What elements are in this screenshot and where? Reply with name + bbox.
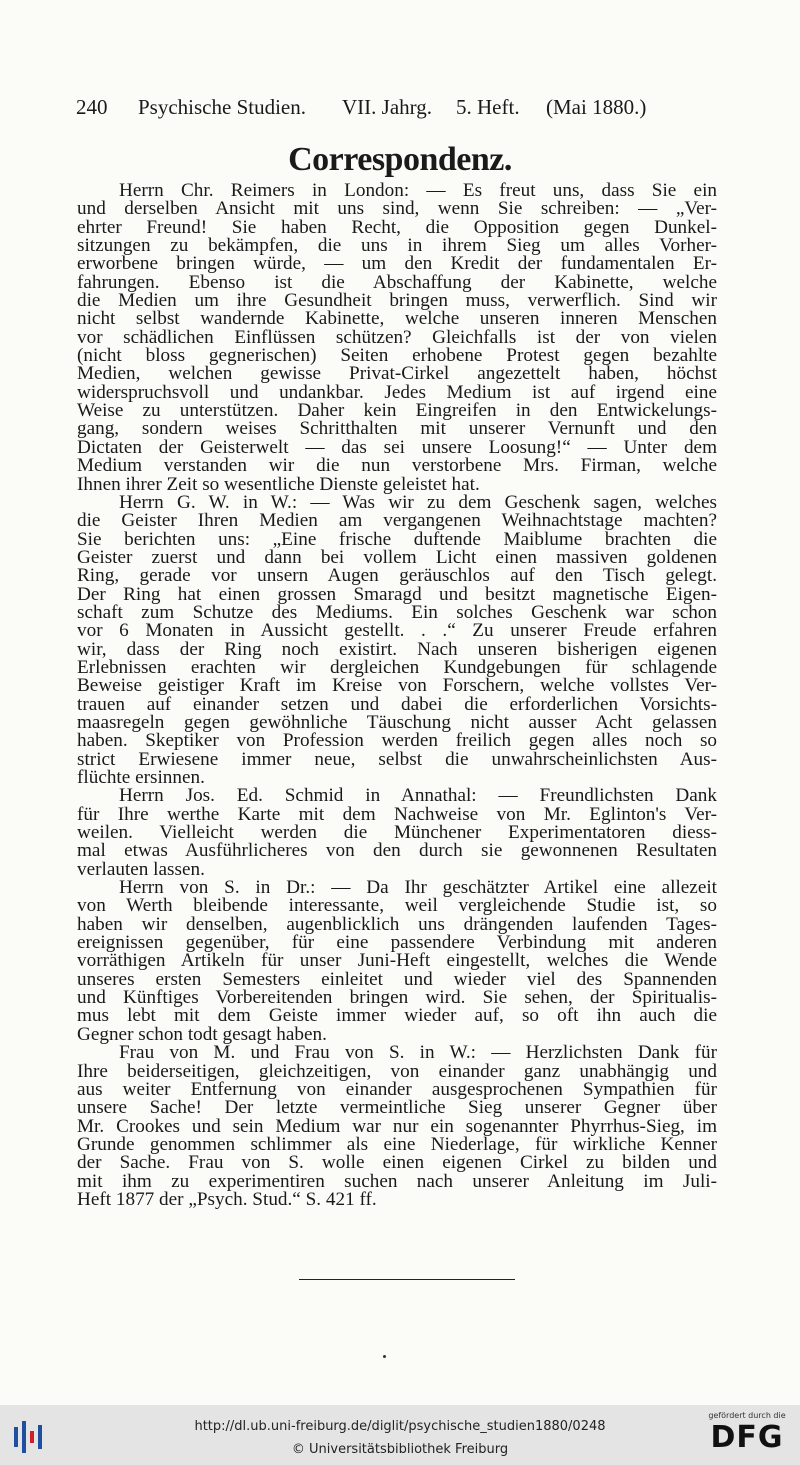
text-line: Heft 1877 der „Psych. Stud.“ S. 421 ff.: [77, 1188, 377, 1210]
text-line: haben. Skeptiker von Profession werden freilich gegen alles noch so: [77, 730, 717, 752]
text-line: ereignissen gegenüber, für eine passendere Verbindung mit anderen: [77, 932, 717, 954]
text-line: fahrungen. Ebenso ist die Abschaffung der Kabinette, welche: [77, 271, 717, 293]
text-line: Mr. Crookes und sein Medium war nur ein sogenannter Phyrrhus-Sieg, im: [77, 1115, 717, 1137]
text-line: wir, dass der Ring noch existirt. Nach unseren bisherigen eigenen: [77, 638, 717, 660]
text-line: Beweise geistiger Kraft im Kreise von Forschern, welche vollstes Ver-: [77, 675, 717, 697]
funding-note: gefördert durch die: [708, 1411, 786, 1420]
text-line: schaft zum Schutze des Mediums. Ein solches Geschenk war schon: [77, 601, 717, 623]
text-line: die Geister Ihren Medien am vergangenen Weihnachtstage machten?: [77, 510, 717, 532]
text-line: Geister zuerst und dann bei vollem Licht einen massiven goldenen: [77, 546, 717, 568]
text-line: von Werth bleibende interessante, weil vergleichende Studie ist, so: [77, 895, 717, 917]
text-line: mal etwas Ausführlicheres von den durch sie gewonnenen Resultaten: [77, 840, 717, 862]
page-number: 240: [76, 95, 108, 119]
text-line: verlauten lassen.: [77, 858, 205, 880]
text-line: nicht selbst wandernde Kabinette, welche unseren inneren Menschen: [77, 308, 717, 330]
text-line: Herrn Chr. Reimers in London: — Es freut uns, dass Sie ein: [119, 180, 717, 201]
text-line: Erlebnissen erachten wir dergleichen Kundgebungen für schlagende: [77, 656, 717, 678]
text-line: Ihre beiderseitigen, gleichzeitigen, von einander ganz unabhängig und: [77, 1060, 717, 1082]
text-line: mit ihm zu experimentiren suchen nach unserer Anleitung im Juli-: [77, 1170, 717, 1192]
viewer-footer: [0, 1405, 800, 1465]
issue-label: 5. Heft.: [456, 95, 520, 119]
text-line: ehrter Freund! Sie haben Recht, die Opposition gegen Dunkel-: [77, 216, 717, 238]
text-line: Frau von M. und Frau von S. in W.: — Herzlichsten Dank für: [119, 1042, 717, 1064]
text-line: strict Erwiesene immer neue, selbst die unwahrscheinlichsten Aus-: [77, 748, 717, 770]
source-url-link[interactable]: http://dl.ub.uni-freiburg.de/diglit/psychische_studien1880/0248: [194, 1419, 606, 1434]
text-line: Medien, welchen gewisse Privat-Cirkel angezettelt haben, höchst: [77, 363, 717, 385]
text-line: Der Ring hat einen grossen Smaragd und besitzt magnetische Eigen-: [77, 583, 717, 605]
text-line: Herrn G. W. in W.: — Was wir zu dem Geschenk sagen, welches: [119, 491, 717, 513]
text-line: Herrn von S. in Dr.: — Da Ihr geschätzter Artikel eine allezeit: [119, 877, 717, 899]
text-line: der Sache. Frau von S. wolle einen eigenen Cirkel zu bilden und: [77, 1152, 717, 1174]
running-header: [76, 92, 726, 122]
text-line: sitzungen zu bekämpfen, die uns in ihrem Sieg um alles Vorher-: [77, 235, 717, 257]
text-line: und Künftiges Vorbereitenden bringen wird. Sie sehen, der Spiritualis-: [77, 987, 717, 1009]
text-line: Sie berichten uns: „Eine frische duftende Maiblume brachten die: [77, 528, 717, 550]
text-line: haben wir denselben, augenblicklich uns drängenden laufenden Tages-: [77, 913, 717, 935]
text-line: flüchte ersinnen.: [77, 767, 205, 788]
text-line: (nicht bloss gegnerischen) Seiten erhobene Protest gegen bezahlte: [77, 345, 717, 367]
text-line: Weise zu unterstützen. Daher kein Eingreifen in den Entwickelungs-: [77, 400, 717, 422]
text-line: erworbene bringen würde, — um den Kredit der fundamentalen Er-: [77, 253, 717, 275]
text-line: unsere Sache! Der letzte vermeintliche Sieg unserer Gegner über: [77, 1097, 717, 1119]
text-line: Ihnen ihrer Zeit so wesentliche Dienste geleistet hat.: [77, 473, 480, 495]
end-rule: [299, 1279, 515, 1280]
text-line: unseres ersten Semesters einleitet und wieder viel des Spannenden: [77, 968, 717, 990]
text-line: gang, sondern weises Schritthalten mit unserer Vernunft und den: [77, 418, 717, 440]
text-line: und derselben Ansicht mit uns sind, wenn Sie schreiben: — „Ver-: [77, 198, 717, 220]
text-line: aus weiter Entfernung von einander ausgesprochenen Sympathien für: [77, 1078, 717, 1100]
text-line: Ring, gerade vor unsern Augen geräuschlos auf den Tisch gelegt.: [77, 565, 717, 587]
text-line: Medium verstanden wir die nun verstorbene Mrs. Firman, welche: [77, 455, 717, 477]
text-line: weilen. Vielleicht werden die Münchener Experimentatoren diess-: [77, 822, 717, 844]
text-line: maasregeln gegen gewöhnliche Täuschung nicht ausser Acht gelassen: [77, 711, 717, 733]
text-line: mus lebt mit dem Geiste immer wieder auf, so oft ihn auch die: [77, 1005, 717, 1027]
issue-date: (Mai 1880.): [546, 95, 647, 119]
text-line: vor 6 Monaten in Aussicht gestellt. . .“ Zu unserer Freude erfahren: [77, 620, 717, 642]
text-line: für Ihre werthe Karte mit dem Nachweise von Mr. Eglinton's Ver-: [77, 803, 717, 825]
volume-label: VII. Jahrg.: [342, 95, 433, 119]
section-title: Correspondenz.: [288, 141, 512, 178]
text-line: vorräthigen Artikeln für unser Juni-Heft eingestellt, welches die Wende: [77, 950, 717, 972]
text-line: Grunde genommen schlimmer als eine Niederlage, für wirkliche Kenner: [77, 1133, 717, 1155]
dfg-logo: [702, 1411, 792, 1459]
text-line: vor schädlichen Einflüssen schützen? Gleichfalls ist der von vielen: [77, 326, 717, 348]
text-line: widerspruchsvoll und undankbar. Jedes Medium ist auf irgend eine: [77, 381, 717, 403]
correspondence-text: [77, 182, 717, 1209]
page-mark: [383, 1355, 386, 1358]
copyright-notice: © Universitätsbibliothek Freiburg: [291, 1442, 509, 1457]
text-line: trauen auf einander setzen und dabei die erforderlichen Vorsichts-: [77, 693, 717, 715]
text-line: Dictaten der Geisterwelt — das sei unsere Loosung!“ — Unter dem: [77, 436, 717, 458]
text-line: die Medien um ihre Gesundheit bringen muss, verwerflich. Sind wir: [77, 290, 717, 312]
text-line: Gegner schon todt gesagt haben.: [77, 1023, 327, 1045]
text-line: Herrn Jos. Ed. Schmid in Annathal: — Freundlichsten Dank: [119, 785, 717, 807]
journal-title: Psychische Studien.: [138, 95, 306, 119]
funder-logo-text: DFG: [710, 1420, 784, 1455]
